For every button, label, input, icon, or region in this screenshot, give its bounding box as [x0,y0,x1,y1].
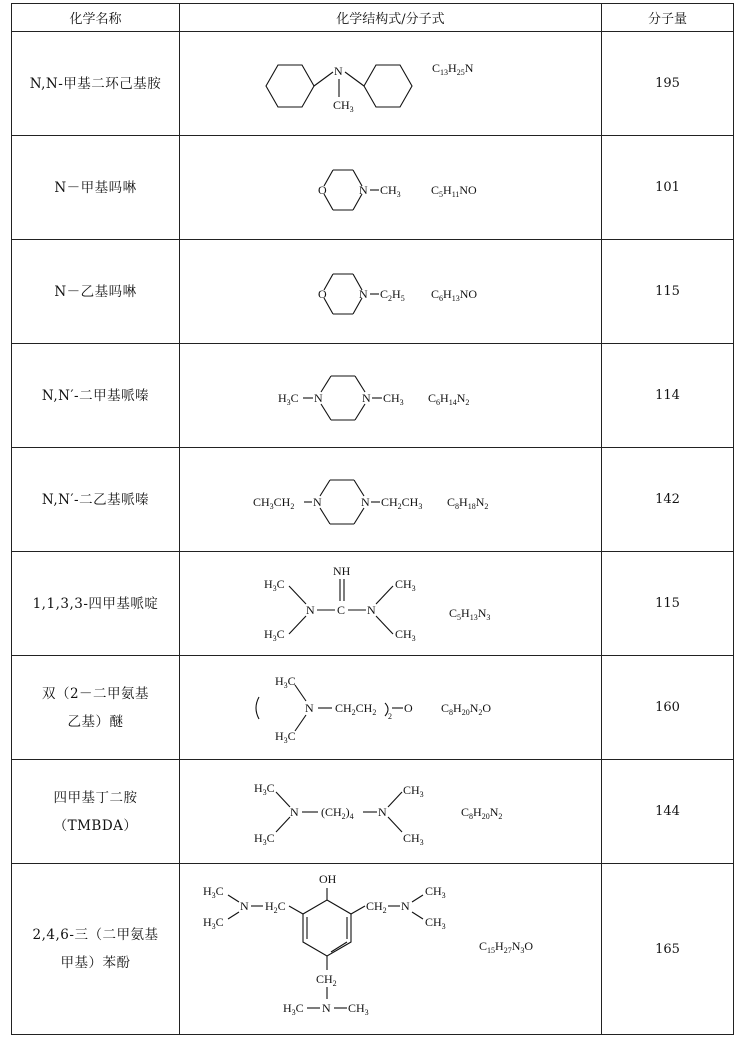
molecular-weight: 115 [602,240,734,344]
atom-label: $(CH_2)_4$ [320,804,354,821]
atom-label: N [366,602,376,617]
atom-label: $CH_3$ [379,182,401,199]
atom-label: N [400,899,410,913]
molecular-weight: 115 [602,552,734,656]
atom-label: $H_3C$ [274,728,296,745]
atom-label: N [361,390,371,405]
structure-cell [180,656,602,760]
atom-label: $CH_3$ [402,830,424,847]
name-line: N－乙基吗啉 [54,283,137,300]
structure-cell [180,864,602,1035]
atom-label: $H_3C$ [277,390,299,407]
atom-label: $CH_3$ [382,390,404,407]
atom-label: $CH_2$ [315,972,337,988]
structure-dimethylpiperazine [261,356,521,436]
compound-name [12,32,180,136]
structure-n-methylmorpholine [271,148,511,228]
atom-label: N [289,804,299,819]
atom-label: N [377,804,387,819]
table-row [12,448,734,552]
table-row [12,864,734,1035]
table-row [12,552,734,656]
compound-name [12,864,180,1035]
compound-table [11,3,734,1035]
structure-bis-dimethylaminoethyl-ether [251,663,531,753]
atom-label: $H_3C$ [263,626,285,643]
atom-label: N [304,700,314,715]
table-row [12,760,734,864]
structure-cell [180,760,602,864]
molecular-formula: $C_5H_{11}NO$ [430,182,477,199]
atom-label: N [321,1001,331,1015]
atom-label: N [360,494,370,509]
molecular-formula: $C_6H_{13}NO$ [430,286,477,303]
structure-cell [180,448,602,552]
header-name: 化学名称 [12,4,180,32]
structure-diethylpiperazine [241,460,541,540]
atom-label: N [313,390,323,405]
atom-label: OH [318,872,336,886]
atom-label: N [305,602,315,617]
atom-label: $CH_3$ [332,97,354,114]
compound-name [12,656,180,760]
molecular-formula: $C_{13}H_{25}N$ [431,60,473,77]
molecular-formula: $C_8H_{20}N_2O$ [440,700,491,717]
structure-cell [180,240,602,344]
atom-label: $CH_2CH_2$ [334,700,376,717]
molecular-formula: $C_8H_{20}N_2$ [460,804,502,821]
structure-cell [180,552,602,656]
atom-label: $CH_3CH_2$ [252,494,294,511]
table-row [12,656,734,760]
header-mw: 分子量 [602,4,734,32]
atom-label: N [358,182,368,197]
atom-label: $CH_3$ [424,884,446,900]
molecular-weight: 195 [602,32,734,136]
atom-label: $C_2H_5$ [379,286,405,303]
atom-label: $H_3C$ [202,884,224,900]
molecular-weight: 142 [602,448,734,552]
name-line: N,N-甲基二环己基胺 [29,75,162,92]
molecular-weight: 165 [602,864,734,1035]
structure-dicyclohexylmethylamine [241,39,541,129]
compound-name [12,552,180,656]
molecular-formula: $C_{15}H_{27}N_3O$ [478,939,533,955]
name-line: 乙基）醚 [67,713,124,730]
atom-label: N [358,286,368,301]
atom-label: $H_3C$ [253,780,275,797]
compound-name [12,240,180,344]
molecular-weight: 160 [602,656,734,760]
atom-label: 2 [387,711,392,721]
table-row [12,32,734,136]
molecular-formula: $C_5H_{13}N_3$ [448,605,490,622]
atom-label: $CH_2$ [365,899,387,915]
name-line: N－甲基吗啉 [54,179,137,196]
name-line: N,N′-二甲基哌嗪 [41,387,150,404]
structure-cell [180,344,602,448]
name-line: （TMBDA） [53,817,138,834]
table-row [12,240,734,344]
compound-name [12,448,180,552]
atom-label: $CH_3$ [347,1001,369,1017]
compound-name [12,760,180,864]
atom-label: $H_3C$ [253,830,275,847]
molecular-formula: $C_8H_{18}N_2$ [446,494,488,511]
atom-label: O [317,286,327,301]
atom-label: $H_2C$ [264,899,286,915]
name-line: 四甲基丁二胺 [53,789,138,806]
molecular-weight: 144 [602,760,734,864]
atom-label: $CH_3$ [394,576,416,593]
atom-label: $CH_3$ [402,782,424,799]
name-line: N,N′-二乙基哌嗪 [41,491,150,508]
atom-label: NH [332,563,350,578]
structure-tris-dimethylaminomethyl-phenol [201,866,581,1032]
molecular-formula: $C_6H_{14}N_2$ [427,390,469,407]
compound-name [12,136,180,240]
name-line: 甲基）苯酚 [60,955,131,971]
header-structure: 化学结构式/分子式 [180,4,602,32]
atom-label: $H_3C$ [274,673,296,690]
molecular-weight: 101 [602,136,734,240]
structure-tetramethylbutanediamine [246,767,536,857]
molecular-weight: 114 [602,344,734,448]
name-line: 双（2－二甲氨基 [41,685,150,702]
table-row [12,136,734,240]
compound-name [12,344,180,448]
name-line: 2,4,6-三（二甲氨基 [32,927,159,943]
atom-label: C [336,602,345,617]
atom-label: $H_3C$ [263,576,285,593]
atom-label: N [333,63,343,78]
atom-label: $CH_2CH_3$ [380,494,422,511]
atom-label: O [403,700,413,715]
atom-label: O [317,182,327,197]
name-line: 1,1,3,3-四甲基哌啶 [32,595,159,612]
structure-n-ethylmorpholine [271,252,511,332]
atom-label: $CH_3$ [424,915,446,931]
structure-cell [180,32,602,136]
atom-label: N [312,494,322,509]
table-row [12,344,734,448]
atom-label: N [239,899,249,913]
atom-label: $CH_3$ [394,626,416,643]
header-row [12,4,734,32]
structure-cell [180,136,602,240]
structure-tetramethylguanidine [251,559,531,649]
atom-label: $H_3C$ [282,1001,304,1017]
atom-label: $H_3C$ [202,915,224,931]
